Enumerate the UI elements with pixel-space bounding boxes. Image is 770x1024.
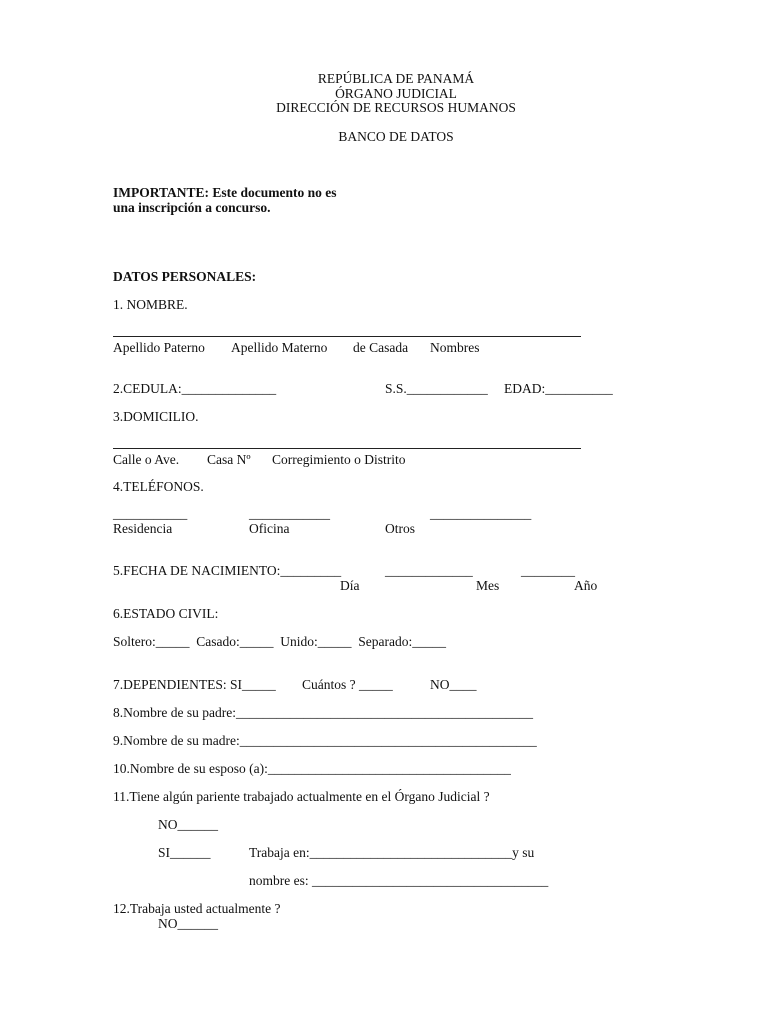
q5-sub-mes: Mes <box>476 578 500 593</box>
section-title: DATOS PERSONALES: <box>113 269 257 284</box>
q7-cuantos-field[interactable]: Cuántos ? _____ <box>302 677 393 692</box>
q4-sub-otros: Otros <box>385 521 415 536</box>
q3-sub-corregimiento: Corregimiento o Distrito <box>272 452 406 467</box>
q8-padre-field[interactable]: 8.Nombre de su padre:____________________________________________ <box>113 705 533 720</box>
q6-options-fields[interactable]: Soltero:_____ Casado:_____ Unido:_____ Separado:_____ <box>113 634 446 649</box>
q11-question: 11.Tiene algún pariente trabajado actualmente en el Órgano Judicial ? <box>113 789 490 804</box>
q6-label: 6.ESTADO CIVIL: <box>113 606 219 621</box>
q1-sub-nombres: Nombres <box>430 340 480 355</box>
header-country: REPÚBLICA DE PANAMÁ <box>317 71 475 86</box>
q4-label: 4.TELÉFONOS. <box>113 479 204 494</box>
header-direction: DIRECCIÓN DE RECURSOS HUMANOS <box>276 100 516 115</box>
q11-no-field[interactable]: NO______ <box>158 817 218 832</box>
q7-no-field[interactable]: NO____ <box>430 677 477 692</box>
q5-mes-field[interactable]: _____________ <box>385 563 473 578</box>
q1-sub-materno: Apellido Materno <box>231 340 328 355</box>
q4-oficina-field[interactable]: ____________ <box>249 506 330 521</box>
q7-si-field[interactable]: 7.DEPENDIENTES: SI_____ <box>113 677 276 692</box>
q4-sub-oficina: Oficina <box>249 521 290 536</box>
q5-sub-anio: Año <box>574 578 598 593</box>
q1-name-line[interactable] <box>113 336 581 337</box>
q12-no-field[interactable]: NO______ <box>158 916 218 931</box>
q11-trabaja-en-field[interactable]: Trabaja en:______________________________y su <box>249 845 535 860</box>
header-organ: ÓRGANO JUDICIAL <box>335 86 457 101</box>
q3-address-line[interactable] <box>113 448 581 449</box>
q5-anio-field[interactable]: ________ <box>521 563 575 578</box>
notice-line-1: IMPORTANTE: Este documento no es <box>113 185 337 200</box>
q4-otros-field[interactable]: _______________ <box>430 506 532 521</box>
q4-sub-residencia: Residencia <box>113 521 173 536</box>
q3-sub-calle: Calle o Ave. <box>113 452 180 467</box>
q1-sub-paterno: Apellido Paterno <box>113 340 205 355</box>
q4-residencia-field[interactable]: ___________ <box>113 506 188 521</box>
notice-line-2: una inscripción a concurso. <box>113 200 271 215</box>
q2-edad-field[interactable]: EDAD:__________ <box>504 381 613 396</box>
q10-esposo-field[interactable]: 10.Nombre de su esposo (a):____________________________________ <box>113 761 511 776</box>
q5-dia-field[interactable]: 5.FECHA DE NACIMIENTO:_________ <box>113 563 342 578</box>
q11-si-field[interactable]: SI______ <box>158 845 211 860</box>
q1-sub-casada: de Casada <box>353 340 409 355</box>
q2-cedula-field[interactable]: 2.CEDULA:______________ <box>113 381 277 396</box>
q1-label: 1. NOMBRE. <box>113 297 188 312</box>
q2-ss-field[interactable]: S.S.____________ <box>385 381 488 396</box>
q12-question: 12.Trabaja usted actualmente ? <box>113 901 281 916</box>
q3-sub-casa: Casa Nº <box>207 452 251 467</box>
q11-nombre-field[interactable]: nombre es: ___________________________________ <box>249 873 549 888</box>
q9-madre-field[interactable]: 9.Nombre de su madre:____________________________________________ <box>113 733 537 748</box>
q5-sub-dia: Día <box>340 578 360 593</box>
form-title: BANCO DE DATOS <box>338 129 454 144</box>
q3-label: 3.DOMICILIO. <box>113 409 199 424</box>
